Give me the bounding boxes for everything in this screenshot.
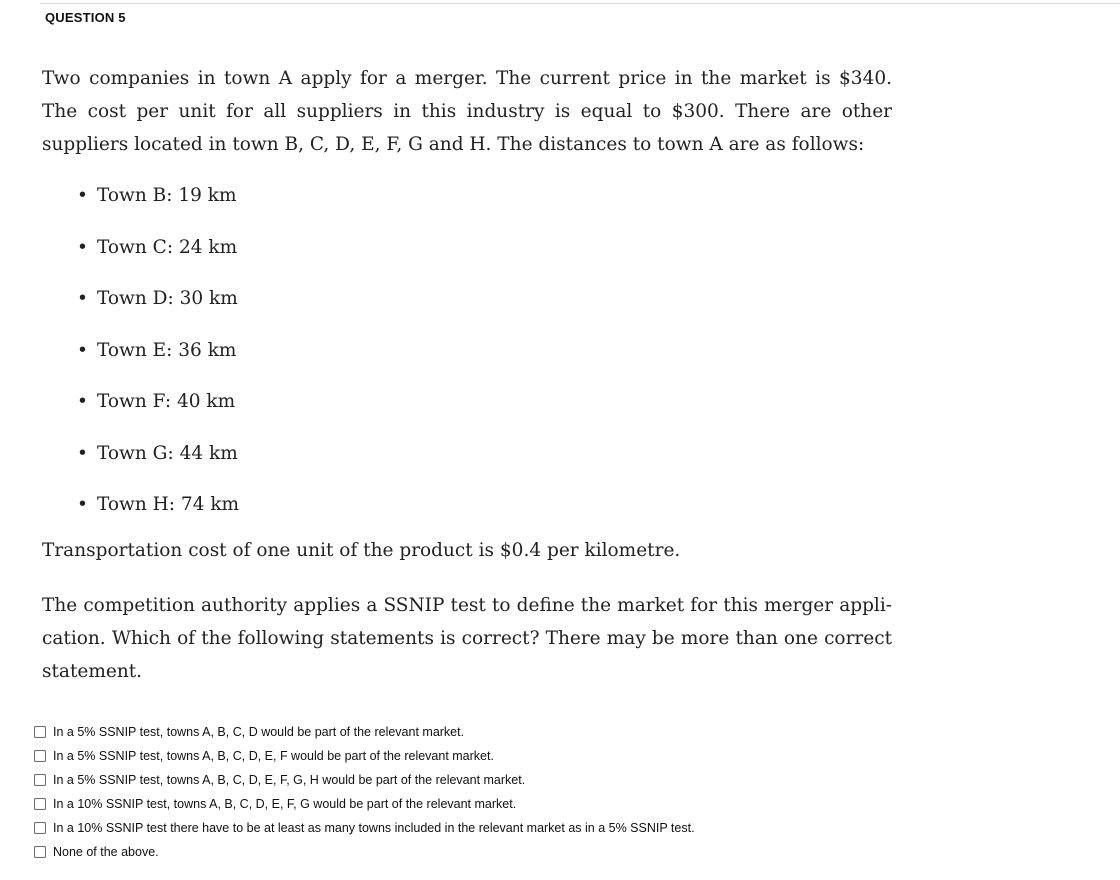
answer-label[interactable]: In a 10% SSNIP test, towns A, B, C, D, E, F, G would be part of the relevant market. [53, 797, 517, 811]
list-item [42, 179, 892, 231]
question-intro: Two companies in town A apply for a merger. The current price in the market is $340. The cost per unit for all suppliers in this industry is equal to $300. There are other suppliers located in town B, C, D, E, F, G and H. The distances to town A are as follows: [42, 68, 892, 155]
bullet-icon: • [77, 236, 88, 258]
answer-label[interactable]: In a 5% SSNIP test, towns A, B, C, D, E, F would be part of the relevant market. [53, 749, 494, 763]
answer-label[interactable]: In a 10% SSNIP test there have to be at least as many towns included in the relevant market as in a 5% SSNIP test. [53, 821, 695, 835]
list-item [42, 334, 892, 386]
bullet-icon: • [77, 391, 88, 412]
answer-options [34, 720, 695, 864]
answer-option[interactable] [34, 720, 695, 744]
town-distance: Town G: 44 km [97, 442, 238, 464]
answer-checkbox[interactable] [34, 774, 46, 786]
answer-checkbox[interactable] [34, 822, 46, 834]
ssnip-question-text: The competition authority applies a SSNIP test to define the market for this merger appli-cation. Which of the following statements is correct? There may be more than one correct statement. [42, 594, 892, 682]
bullet-icon: • [77, 442, 88, 464]
answer-label[interactable]: In a 5% SSNIP test, towns A, B, C, D, E, F, G, H would be part of the relevant market. [53, 773, 526, 787]
list-item [42, 282, 892, 334]
answer-checkbox[interactable] [34, 798, 46, 810]
bullet-icon: • [77, 339, 88, 361]
transport-cost-text: Transportation cost of one unit of the product is $0.4 per kilometre. [42, 539, 681, 561]
answer-checkbox[interactable] [34, 846, 46, 858]
list-item [42, 437, 892, 489]
bullet-icon: • [77, 185, 88, 206]
answer-option[interactable] [34, 744, 695, 768]
answer-option[interactable] [34, 792, 695, 816]
town-distance-list [42, 179, 892, 540]
town-distance: Town F: 40 km [97, 391, 236, 412]
bullet-icon: • [77, 288, 88, 309]
town-distance: Town B: 19 km [97, 185, 237, 206]
top-divider [40, 3, 1120, 4]
question-body [42, 62, 892, 688]
question-title: QUESTION 5 [45, 10, 126, 25]
list-item [42, 231, 892, 283]
town-distance: Town D: 30 km [97, 288, 238, 309]
answer-option[interactable] [34, 816, 695, 840]
answer-label[interactable]: In a 5% SSNIP test, towns A, B, C, D would be part of the relevant market. [53, 725, 465, 739]
answer-option[interactable] [34, 840, 695, 864]
list-item [42, 488, 892, 540]
town-distance: Town C: 24 km [97, 236, 238, 258]
town-distance: Town H: 74 km [97, 494, 240, 515]
answer-checkbox[interactable] [34, 726, 46, 738]
bullet-icon: • [77, 494, 88, 515]
list-item [42, 385, 892, 437]
town-distance: Town E: 36 km [97, 339, 237, 361]
answer-label[interactable]: None of the above. [53, 845, 159, 859]
answer-option[interactable] [34, 768, 695, 792]
answer-checkbox[interactable] [34, 750, 46, 762]
